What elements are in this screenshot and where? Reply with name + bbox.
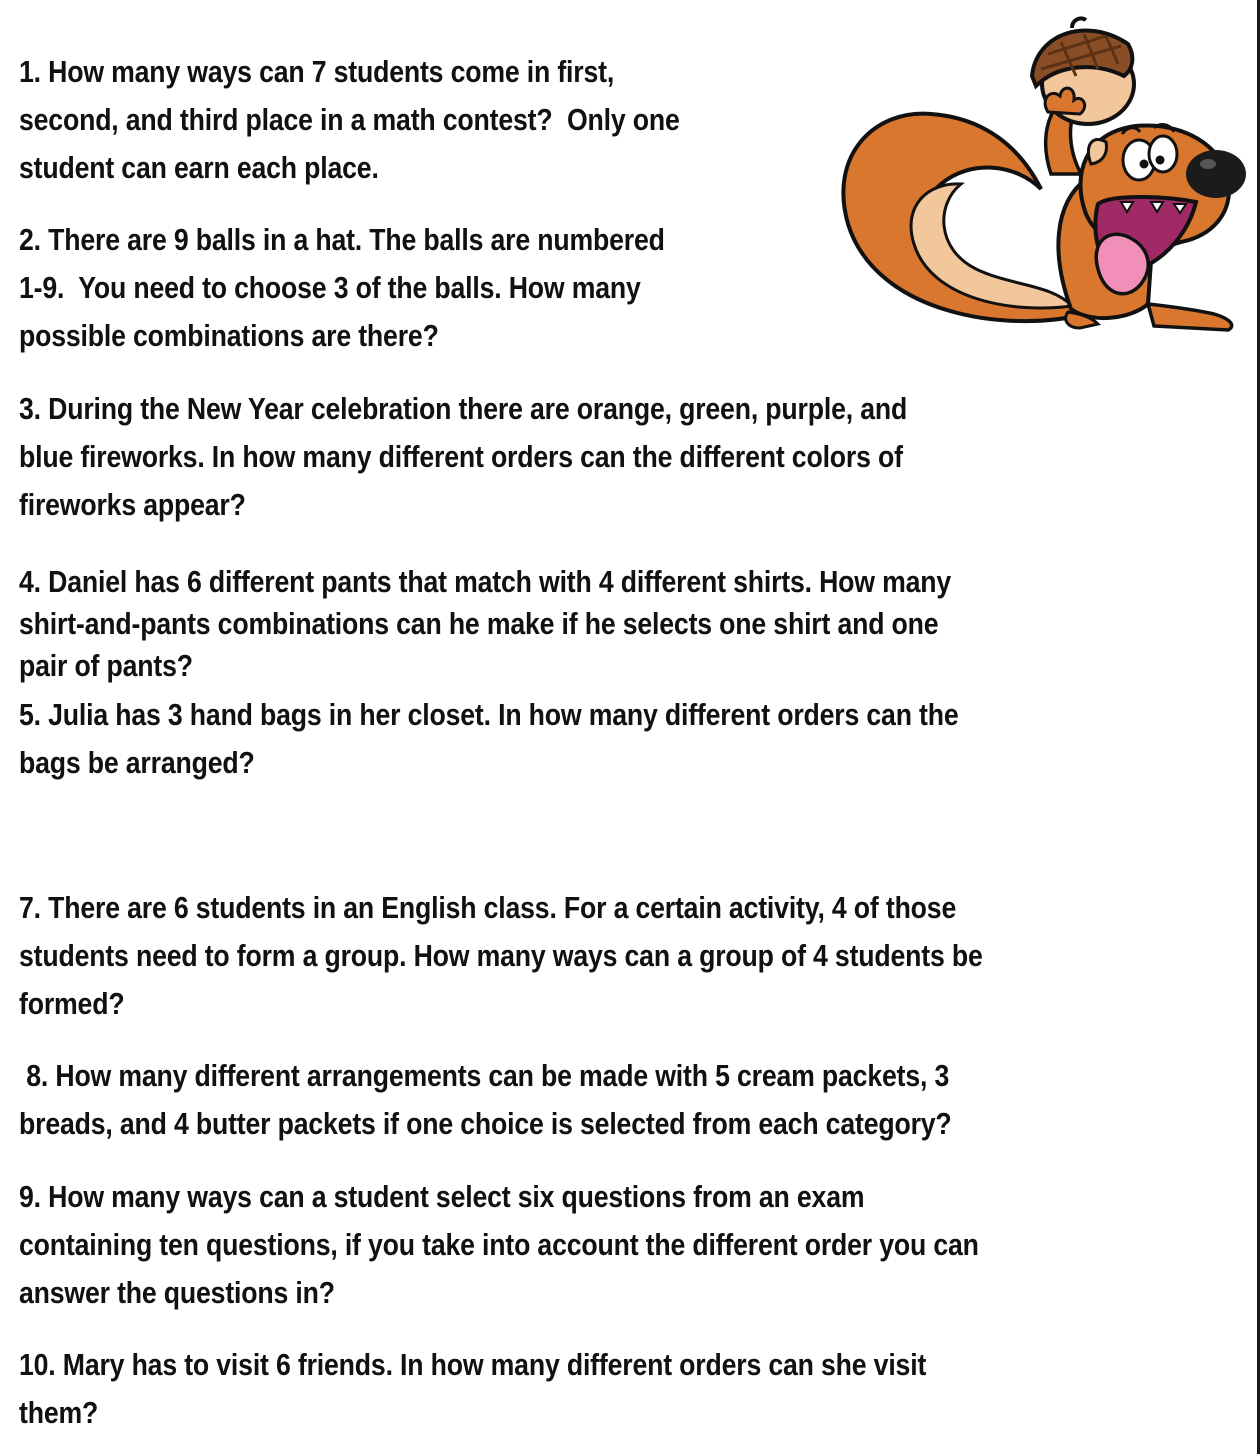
question-10 bbox=[19, 1341, 926, 1437]
squirrel-feet bbox=[1148, 304, 1232, 330]
question-1 bbox=[19, 48, 680, 192]
question-line: shirt-and-pants combinations can he make if he selects one shirt and one bbox=[19, 606, 939, 641]
question-line: formed? bbox=[19, 986, 125, 1021]
question-line: containing ten questions, if you take into account the different order you can bbox=[19, 1227, 979, 1262]
question-line: 9. How many ways can a student select six questions from an exam bbox=[19, 1179, 865, 1214]
question-7 bbox=[19, 884, 983, 1028]
question-8 bbox=[19, 1052, 952, 1148]
question-line: students need to form a group. How many ways can a group of 4 students be bbox=[19, 938, 983, 973]
question-line: pair of pants? bbox=[19, 648, 193, 683]
question-line: 7. There are 6 students in an English class. For a certain activity, 4 of those bbox=[19, 890, 957, 925]
squirrel-holding-acorn-icon bbox=[836, 14, 1254, 336]
question-2 bbox=[19, 216, 665, 360]
question-line: answer the questions in? bbox=[19, 1275, 335, 1310]
question-line: 1-9. You need to choose 3 of the balls. How many bbox=[19, 270, 641, 305]
question-line: 5. Julia has 3 hand bags in her closet. In how many different orders can the bbox=[19, 697, 959, 732]
question-line: them? bbox=[19, 1395, 99, 1430]
question-line: 2. There are 9 balls in a hat. The balls are numbered bbox=[19, 222, 665, 257]
question-line: breads, and 4 butter packets if one choice is selected from each category? bbox=[19, 1106, 952, 1141]
question-3 bbox=[19, 385, 907, 529]
question-line: bags be arranged? bbox=[19, 745, 255, 780]
question-line: 3. During the New Year celebration there are orange, green, purple, and bbox=[19, 391, 908, 426]
squirrel-nose bbox=[1186, 150, 1246, 198]
question-line: possible combinations are there? bbox=[19, 318, 439, 353]
question-line: 4. Daniel has 6 different pants that match with 4 different shirts. How many bbox=[19, 564, 952, 599]
squirrel-tongue bbox=[1096, 234, 1148, 293]
question-line: 8. How many different arrangements can be made with 5 cream packets, 3 bbox=[19, 1058, 950, 1093]
question-4 bbox=[19, 561, 951, 687]
question-line: student can earn each place. bbox=[19, 150, 379, 185]
question-line: blue fireworks. In how many different orders can the different colors of bbox=[19, 439, 903, 474]
question-line: fireworks appear? bbox=[19, 487, 246, 522]
question-line: second, and third place in a math contest? Only one bbox=[19, 102, 680, 137]
question-9 bbox=[19, 1173, 979, 1317]
question-5 bbox=[19, 691, 959, 787]
question-line: 1. How many ways can 7 students come in first, bbox=[19, 54, 615, 89]
question-line: 10. Mary has to visit 6 friends. In how many different orders can she visit bbox=[19, 1347, 927, 1382]
